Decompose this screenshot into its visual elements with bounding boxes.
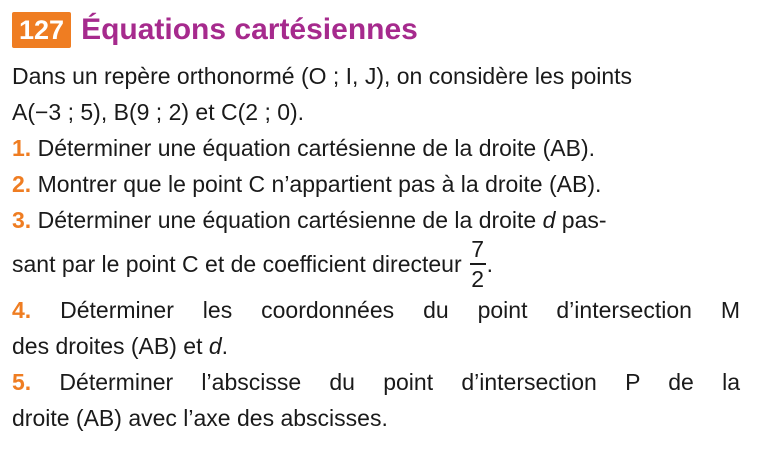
intro-line-1: Dans un repère orthonormé (O ; I, J), on considère les points: [12, 63, 633, 89]
question-2-number: 2.: [12, 171, 32, 197]
question-3-line-1: [12, 202, 740, 238]
question-1-number: 1.: [12, 135, 32, 161]
fraction: [470, 236, 486, 292]
fraction-bar: [470, 263, 486, 265]
exercise-number-badge: 127: [12, 12, 71, 48]
question-4-text-a: Déterminer les coordonnées du point d’intersection M: [31, 297, 740, 323]
exercise-title: Équations cartésiennes: [81, 13, 418, 46]
question-4-line-2: [12, 328, 740, 364]
question-3-text-a: Déterminer une équation cartésienne de la droite: [31, 207, 543, 233]
question-3-number: 3.: [12, 207, 32, 233]
question-3-text-c: sant par le point C et de coefficient directeur: [12, 251, 462, 277]
question-4-number: 4.: [12, 297, 32, 323]
question-4-var-d: d: [208, 333, 222, 359]
question-2: [12, 166, 740, 202]
question-3-var-d: d: [542, 207, 556, 233]
intro-line-2: A(−3 ; 5), B(9 ; 2) et C(2 ; 0).: [12, 99, 305, 125]
question-4-line-1: [12, 292, 740, 328]
question-4-text-b: des droites (AB) et: [12, 333, 209, 359]
fraction-numerator: 7: [471, 236, 485, 262]
question-4-end-punct: .: [221, 333, 229, 359]
question-2-text: Montrer que le point C n’appartient pas à la droite (AB).: [31, 171, 602, 197]
question-1-text: Déterminer une équation cartésienne de la droite (AB).: [31, 135, 596, 161]
fraction-denominator: 2: [471, 266, 485, 292]
question-3-text-b: pas-: [555, 207, 607, 233]
exercise-header: [12, 10, 740, 50]
exercise-block: [12, 10, 740, 436]
question-5-number: 5.: [12, 369, 32, 395]
question-5-text-a: Déterminer l’abscisse du point d’intersection P de la: [31, 369, 740, 395]
question-5-line-2: droite (AB) avec l’axe des abscisses.: [12, 405, 388, 431]
question-3-line-2: [12, 236, 740, 292]
question-3-end-punct: .: [486, 251, 494, 277]
question-5-line-1: [12, 364, 740, 400]
question-1: [12, 130, 740, 166]
